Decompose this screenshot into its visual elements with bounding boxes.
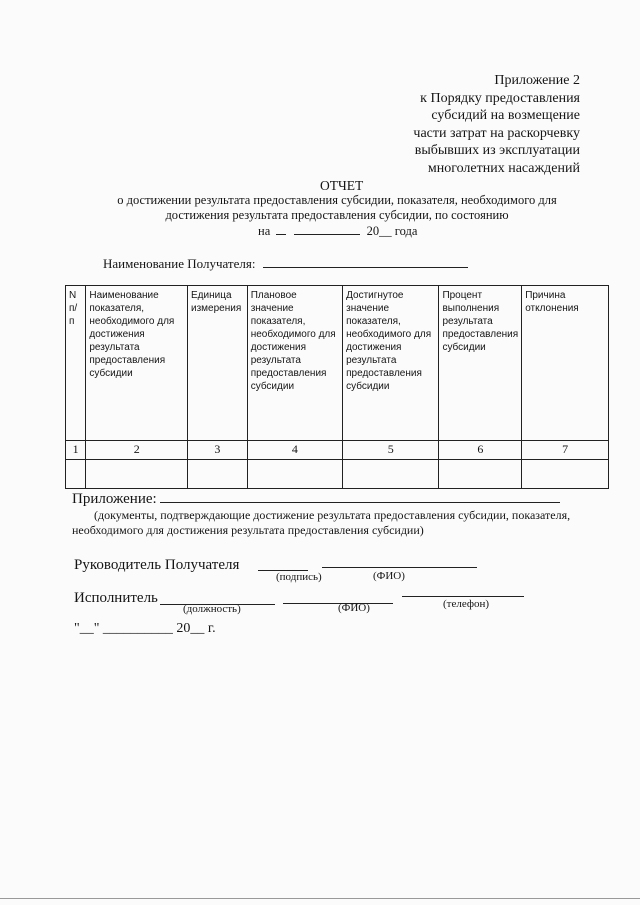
month-blank <box>294 222 360 235</box>
date-prefix: на <box>258 224 271 238</box>
column-number: 6 <box>439 441 522 460</box>
appendix-line: Приложение 2 <box>494 73 580 88</box>
executor-fio-caption: (ФИО) <box>338 602 370 614</box>
date-year: 20__ года <box>366 224 418 238</box>
report-table <box>65 285 609 489</box>
position-caption: (должность) <box>183 603 241 615</box>
appendix-header <box>320 72 580 177</box>
column-number: 5 <box>343 441 439 460</box>
column-number: 1 <box>66 441 86 460</box>
appendix-line: выбывших из эксплуатации <box>414 143 580 158</box>
phone-blank <box>402 596 524 597</box>
header-cell: N п/п <box>66 286 86 441</box>
attachment-note: (документы, подтверждающие достижение результата предоставления субсидии, показателя, необходимого для достижения результата предоставления субсидии) <box>72 508 571 537</box>
footer-date: "__" __________ 20__ г. <box>74 621 216 636</box>
attachment-label: Приложение: <box>72 491 157 507</box>
column-number: 2 <box>86 441 188 460</box>
fio-caption: (ФИО) <box>373 570 405 582</box>
column-number: 4 <box>247 441 342 460</box>
head-fio-blank <box>322 567 477 568</box>
table-cell <box>439 460 522 489</box>
phone-caption: (телефон) <box>443 598 490 610</box>
table-cell <box>86 460 188 489</box>
table-cell <box>343 460 439 489</box>
column-number: 3 <box>188 441 248 460</box>
report-title: ОТЧЕТ <box>320 178 364 193</box>
report-subtitle <box>112 193 562 223</box>
header-cell: Наименование показателя, необходимого для достижения результата предоставления субсидии <box>86 286 188 441</box>
table-cell <box>247 460 342 489</box>
recipient-line <box>103 255 468 272</box>
head-label: Руководитель Получателя <box>74 557 240 573</box>
subtitle-line-1: о достижении результата предоставления субсидии, показателя, необходимого для <box>117 193 557 207</box>
table-header-row <box>66 286 609 441</box>
table-cell <box>66 460 86 489</box>
attachment-line <box>72 491 157 508</box>
table-cell <box>522 460 609 489</box>
appendix-line: части затрат на раскорчевку <box>413 125 580 141</box>
executor-label: Исполнитель <box>74 590 158 606</box>
header-cell: Причина отклонения <box>522 286 609 441</box>
subtitle-line-2: достижения результата предоставления субсидии, по состоянию <box>165 208 509 222</box>
column-number: 7 <box>522 441 609 460</box>
table-cell <box>188 460 248 489</box>
appendix-line: субсидий на возмещение <box>431 108 580 123</box>
page-bottom-rule <box>0 898 640 899</box>
appendix-line: к Порядку предоставления <box>420 90 580 106</box>
attachment-blank <box>160 502 560 503</box>
day-blank <box>276 222 286 235</box>
header-cell: Плановое значение показателя, необходимого для достижения результата предоставления субсидии <box>247 286 342 441</box>
recipient-label: Наименование Получателя: <box>103 256 256 271</box>
table-row <box>66 460 609 489</box>
header-cell: Единица измерения <box>188 286 248 441</box>
appendix-line: многолетних насаждений <box>427 160 580 176</box>
report-date-line <box>258 222 417 239</box>
recipient-blank <box>263 255 468 268</box>
table-number-row <box>66 441 609 460</box>
header-cell: Достигнутое значение показателя, необходимого для достижения результата предоставления субсидии <box>343 286 439 441</box>
signature-caption: (подпись) <box>276 571 322 583</box>
header-cell: Процент выполнения результата предоставления субсидии <box>439 286 522 441</box>
